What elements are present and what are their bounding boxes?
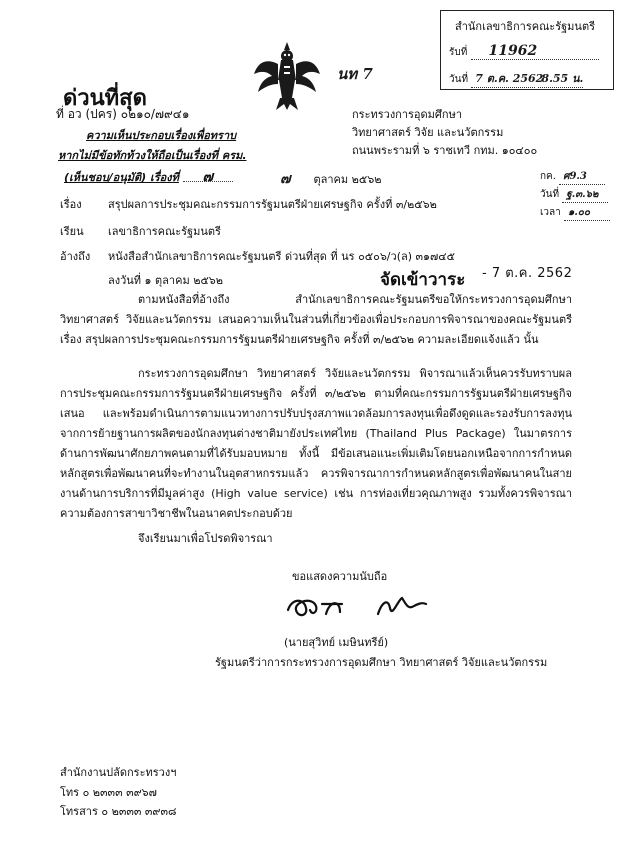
side-stamp-value-3: ๑.๐๐	[564, 206, 610, 221]
org-line-2: วิทยาศาสตร์ วิจัย และนวัตกรรม	[352, 126, 504, 139]
stamp-date-label: วันที่	[449, 74, 469, 85]
instruction-line-1: ความเห็นประกอบเรื่องเพื่อทราบ	[86, 129, 237, 142]
subject-text: สรุปผลการประชุมคณะกรรมการรัฐมนตรีฝ่ายเศรษฐกิจ ครั้งที่ ๓/๒๕๖๒	[108, 198, 437, 211]
ref-date: ลงวันที่ ๑ ตุลาคม ๒๕๖๒	[108, 274, 224, 287]
instruction-line-2: หากไม่มีข้อทักท้วงให้ถือเป็นเรื่องที่ ครม.	[58, 149, 247, 162]
closing-salutation: ขอแสดงความนับถือ	[292, 570, 388, 583]
org-line-3: ถนนพระรามที่ ๖ ราชเทวี กทม. ๑๐๔๐๐	[352, 144, 538, 157]
signer-title: รัฐมนตรีว่าการกระทรวงการอุดมศึกษา วิทยาศาสตร์ วิจัยและนวัตกรรม	[215, 656, 548, 669]
garuda-emblem-icon	[252, 40, 322, 112]
document-number: ที่ อว (ปคร) ๐๒๑๐/๗๙๔๑	[56, 107, 190, 121]
stamp-date-row	[449, 69, 583, 88]
side-stamp-label-3: เวลา	[540, 207, 561, 218]
urgency-label: ด่วนที่สุด	[63, 86, 147, 111]
stamp-date-value: 7 ต.ค. 2562	[471, 69, 535, 88]
stamp-receive-number: 11962	[471, 43, 599, 60]
instruction-line-3-text: (เห็นชอบ/อนุมัติ) เรื่องที่	[64, 171, 179, 184]
org-line-1: กระทรวงการอุดมศึกษา	[352, 108, 462, 121]
side-stamp-value-2: ฐ.๓.๖๒	[562, 188, 608, 203]
ref-label: อ้างถึง	[60, 250, 91, 263]
instruction-line-3	[64, 170, 233, 185]
instruction-line-3-number: ๗	[183, 170, 233, 182]
footer-fax: โทรสาร ๐ ๒๓๓๓ ๓๙๓๘	[60, 805, 177, 818]
signature-image	[282, 590, 432, 626]
document-date	[280, 172, 381, 187]
document-date-day: ๗	[280, 171, 291, 187]
document-date-rest: ตุลาคม ๒๕๖๒	[313, 173, 382, 186]
closing-request: จึงเรียนมาเพื่อโปรดพิจารณา	[138, 532, 273, 545]
footer-office: สำนักงานปลัดกระทรวงฯ	[60, 766, 177, 779]
side-stamp-label-1: กค.	[540, 171, 556, 182]
body-paragraph-1: ตามหนังสือที่อ้างถึง สำนักเลขาธิการคณะรัฐมนตรีขอให้กระทรวงการอุดมศึกษา วิทยาศาสตร์ วิจัยและนวัตกรรม เสนอความเห็นในส่วนที่เกี่ยวข้องเพื่อประกอบการพิจารณาของคณะรัฐมนตรี เรื่อง สรุปผลการประชุมคณะกรรมการรัฐมนตรีฝ่ายเศรษฐกิจ ครั้งที่ ๓/๒๕๖๒ ความละเอียดแจ้งแล้ว นั้น	[60, 293, 572, 346]
stamp-receive-row	[449, 43, 599, 60]
body-paragraph-2: กระทรวงการอุดมศึกษา วิทยาศาสตร์ วิจัยและนวัตกรรม พิจารณาแล้วเห็นควรรับทราบผลการประชุมคณะกรรมการรัฐมนตรีฝ่ายเศรษฐกิจ ครั้งที่ ๓/๒๕๖๒ ตามที่คณะกรรมการรัฐมนตรีฝ่ายเศรษฐกิจเสนอ และพร้อมดำเนินการตามแนวทางการปรับปรุงสภาพแวดล้อมการลงทุนเพื่อดึงดูดและรองรับการลงทุนจากการย้ายฐานการผลิตของนักลงทุนต่างชาติมายังประเทศไทย (Thailand Plus Package) ในมาตรการด้านการพัฒนาศักยภาพคนตามที่ได้รับมอบหมาย ทั้งนี้ มีข้อเสนอแนะเพิ่มเติมโดยนอกเหนือจากการกำหนดหลักสูตรเพื่อพัฒนาคนที่จะทำงานในอุตสาหกรรมแล้ว ควรพิจารณาการกำหนดหลักสูตรเพื่อพัฒนาคนในสายงานด้านการบริการที่มีมูลค่าสูง (High value service) เช่น การท่องเที่ยวคุณภาพสูง รวมทั้งควรพิจารณาความต้องการสาขาวิชาชีพในอนาคตประกอบด้วย	[60, 367, 572, 520]
to-text: เลขาธิการคณะรัฐมนตรี	[108, 225, 221, 238]
stamp-title: สำนักเลขาธิการคณะรัฐมนตรี	[455, 20, 595, 33]
agenda-stamp: จัดเข้าวาระ	[380, 270, 466, 290]
agenda-stamp-date: - 7 ต.ค. 2562	[482, 266, 573, 281]
stamp-time-value: 8.55 น.	[538, 69, 583, 88]
side-stamp-value-1: ศ9.3	[559, 170, 605, 185]
handwritten-note: นท 7	[337, 65, 373, 83]
side-stamp-line-2	[540, 188, 608, 203]
footer-tel: โทร ๐ ๒๓๓๓ ๓๙๖๗	[60, 786, 157, 799]
side-stamp-line-1	[540, 170, 605, 185]
subject-label: เรื่อง	[60, 198, 82, 211]
stamp-receive-label: รับที่	[449, 47, 468, 58]
to-label: เรียน	[60, 225, 84, 238]
received-stamp-box	[440, 10, 614, 90]
side-stamp-line-3	[540, 206, 610, 221]
ref-text: หนังสือสำนักเลขาธิการคณะรัฐมนตรี ด่วนที่สุด ที่ นร ๐๕๐๖/ว(ล) ๓๑๗๔๕	[108, 250, 455, 263]
side-stamp-label-2: วันที่	[540, 189, 560, 200]
signer-name: (นายสุวิทย์ เมษินทรีย์)	[284, 636, 389, 649]
